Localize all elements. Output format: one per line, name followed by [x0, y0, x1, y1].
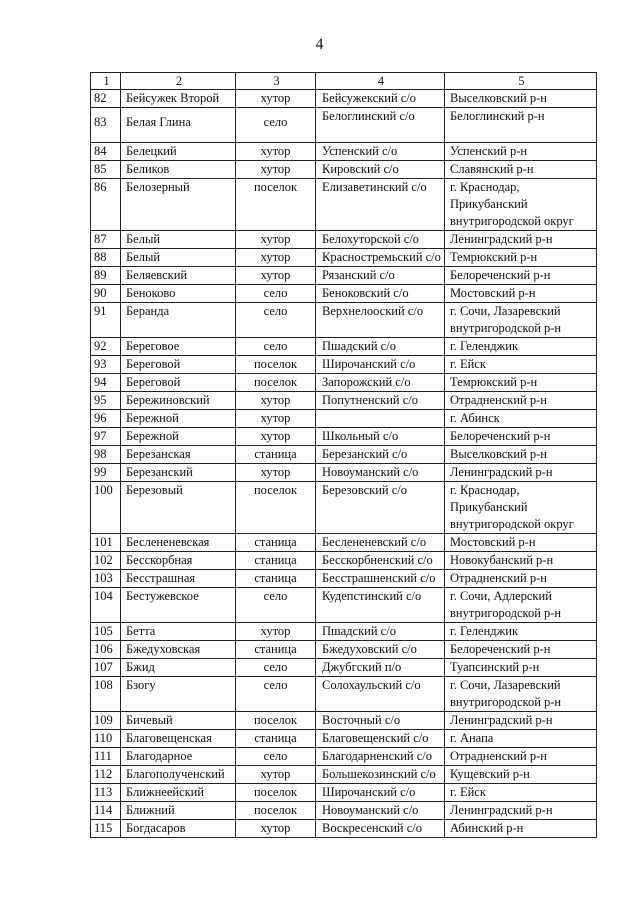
table-row [91, 285, 597, 303]
table-row [91, 392, 597, 410]
column-header: 1 [91, 73, 121, 90]
table-row [91, 446, 597, 464]
table-row [91, 659, 597, 677]
district-line: внутригородской р-н [450, 606, 562, 620]
row-number: 94 [91, 374, 121, 392]
rural-council: Беслененевский с/о [316, 534, 445, 552]
district-line: г. Краснодар, [450, 180, 520, 194]
row-number: 101 [91, 534, 121, 552]
row-number: 87 [91, 231, 121, 249]
row-number: 108 [91, 677, 121, 712]
row-number: 102 [91, 552, 121, 570]
district [445, 392, 597, 410]
settlement-type: хутор [236, 249, 316, 267]
settlement-name: Бережной [121, 428, 236, 446]
settlement-name: Бейсужек Второй [121, 90, 236, 108]
rural-council: Кудепстинский с/о [316, 588, 445, 623]
settlement-type: село [236, 677, 316, 712]
settlement-name: Белецкий [121, 143, 236, 161]
district [445, 249, 597, 267]
row-number: 96 [91, 410, 121, 428]
district-line: внутригородской округ [450, 214, 574, 228]
settlement-type: поселок [236, 802, 316, 820]
settlement-name: Беноково [121, 285, 236, 303]
rural-council: Широчанский с/о [316, 784, 445, 802]
table-row [91, 712, 597, 730]
rural-council: Белоглинский с/о [316, 108, 445, 143]
table-row [91, 161, 597, 179]
rural-council: Успенский с/о [316, 143, 445, 161]
row-number: 84 [91, 143, 121, 161]
row-number: 109 [91, 712, 121, 730]
column-header: 2 [121, 73, 236, 90]
district-line: Прикубанский [450, 500, 528, 514]
table-row [91, 534, 597, 552]
settlement-name: Бережиновский [121, 392, 236, 410]
row-number: 98 [91, 446, 121, 464]
rural-council: Благовещенский с/о [316, 730, 445, 748]
table-row [91, 570, 597, 588]
settlement-type: село [236, 659, 316, 677]
district-line: внутригородской р-н [450, 695, 562, 709]
table-body [91, 90, 597, 838]
district-line: Абинский р-н [450, 821, 524, 835]
row-number: 107 [91, 659, 121, 677]
table-row [91, 143, 597, 161]
table-row [91, 303, 597, 338]
district [445, 267, 597, 285]
rural-council: Попутненский с/о [316, 392, 445, 410]
settlement-name: Благодарное [121, 748, 236, 766]
row-number: 88 [91, 249, 121, 267]
district-line: г. Сочи, Адлерский [450, 589, 552, 603]
settlement-type: станица [236, 570, 316, 588]
settlement-type: хутор [236, 820, 316, 838]
table-row [91, 464, 597, 482]
district-line: Ленинградский р-н [450, 803, 553, 817]
settlement-type: хутор [236, 766, 316, 784]
settlement-type: станица [236, 730, 316, 748]
district-line: Ленинградский р-н [450, 465, 553, 479]
district [445, 534, 597, 552]
district [445, 712, 597, 730]
district-line: Выселковский р-н [450, 447, 547, 461]
district [445, 748, 597, 766]
district-line: Белореченский р-н [450, 642, 551, 656]
settlement-type: хутор [236, 231, 316, 249]
row-number: 105 [91, 623, 121, 641]
settlement-type: станица [236, 446, 316, 464]
settlement-name: Березанская [121, 446, 236, 464]
table-row [91, 374, 597, 392]
table-row [91, 267, 597, 285]
rural-council: Бжедуховский с/о [316, 641, 445, 659]
settlement-name: Белый [121, 231, 236, 249]
district-line: г. Сочи, Лазаревский [450, 304, 561, 318]
row-number: 82 [91, 90, 121, 108]
district [445, 659, 597, 677]
settlement-type: станица [236, 641, 316, 659]
settlement-name: Береговое [121, 338, 236, 356]
row-number: 103 [91, 570, 121, 588]
settlement-name: Бестужевское [121, 588, 236, 623]
row-number: 114 [91, 802, 121, 820]
rural-council: Рязанский с/о [316, 267, 445, 285]
table-row [91, 641, 597, 659]
district-line: Отрадненский р-н [450, 393, 547, 407]
rural-council: Кировский с/о [316, 161, 445, 179]
settlement-name: Ближний [121, 802, 236, 820]
rural-council: Джубгский п/о [316, 659, 445, 677]
settlement-name: Береговой [121, 356, 236, 374]
settlement-name: Бесскорбная [121, 552, 236, 570]
settlement-type: хутор [236, 428, 316, 446]
rural-council: Большекозинский с/о [316, 766, 445, 784]
settlement-type: село [236, 108, 316, 143]
row-number: 85 [91, 161, 121, 179]
rural-council: Школьный с/о [316, 428, 445, 446]
district [445, 552, 597, 570]
settlement-type: село [236, 748, 316, 766]
table-row [91, 820, 597, 838]
rural-council: Красностремьский с/о [316, 249, 445, 267]
district-line: Ленинградский р-н [450, 713, 553, 727]
table-row [91, 108, 597, 143]
district-line: Славянский р-н [450, 162, 534, 176]
district-line: Темрюкский р-н [450, 250, 538, 264]
row-number: 112 [91, 766, 121, 784]
settlement-name: Бетта [121, 623, 236, 641]
settlement-name: Беранда [121, 303, 236, 338]
district [445, 90, 597, 108]
district-line: Прикубанский [450, 197, 528, 211]
table-row [91, 677, 597, 712]
settlement-type: хутор [236, 90, 316, 108]
district [445, 428, 597, 446]
settlement-name: Благополученский [121, 766, 236, 784]
district-line: г. Краснодар, [450, 483, 520, 497]
rural-council: Бейсужекский с/о [316, 90, 445, 108]
district [445, 784, 597, 802]
settlement-table [90, 72, 597, 838]
rural-council [316, 410, 445, 428]
rural-council: Беноковский с/о [316, 285, 445, 303]
district [445, 374, 597, 392]
district-line: внутригородской округ [450, 517, 574, 531]
district [445, 820, 597, 838]
district-line: Белореченский р-н [450, 429, 551, 443]
settlement-type: хутор [236, 143, 316, 161]
settlement-type: село [236, 338, 316, 356]
table-row [91, 249, 597, 267]
row-number: 110 [91, 730, 121, 748]
table-row [91, 179, 597, 231]
district [445, 143, 597, 161]
rural-council: Верхнелооский с/о [316, 303, 445, 338]
rural-council: Березовский с/о [316, 482, 445, 534]
settlement-type: поселок [236, 179, 316, 231]
rural-council: Пшадский с/о [316, 338, 445, 356]
district [445, 338, 597, 356]
column-header: 4 [316, 73, 445, 90]
settlement-name: Бзогу [121, 677, 236, 712]
settlement-name: Береговой [121, 374, 236, 392]
rural-council: Березанский с/о [316, 446, 445, 464]
district-line: г. Анапа [450, 731, 494, 745]
table-header-row [91, 73, 597, 90]
table-row [91, 784, 597, 802]
table-row [91, 623, 597, 641]
rural-council: Бесскорбненский с/о [316, 552, 445, 570]
rural-council: Солохаульский с/о [316, 677, 445, 712]
district-line: г. Абинск [450, 411, 500, 425]
rural-council: Белохуторской с/о [316, 231, 445, 249]
district [445, 446, 597, 464]
table-row [91, 588, 597, 623]
district [445, 677, 597, 712]
settlement-type: село [236, 285, 316, 303]
district-line: Выселковский р-н [450, 91, 547, 105]
district-line: Новокубанский р-н [450, 553, 554, 567]
row-number: 113 [91, 784, 121, 802]
row-number: 91 [91, 303, 121, 338]
table-row [91, 802, 597, 820]
district [445, 588, 597, 623]
row-number: 92 [91, 338, 121, 356]
table-row [91, 730, 597, 748]
district [445, 570, 597, 588]
settlement-type: поселок [236, 374, 316, 392]
settlement-name: Беслененевская [121, 534, 236, 552]
district [445, 108, 597, 143]
district [445, 303, 597, 338]
settlement-type: хутор [236, 623, 316, 641]
row-number: 115 [91, 820, 121, 838]
district [445, 356, 597, 374]
settlement-name: Белый [121, 249, 236, 267]
district-line: Белоглинский р-н [450, 109, 545, 123]
settlement-name: Богдасаров [121, 820, 236, 838]
table-row [91, 482, 597, 534]
table-row [91, 410, 597, 428]
column-header: 5 [445, 73, 597, 90]
settlement-name: Березовый [121, 482, 236, 534]
row-number: 106 [91, 641, 121, 659]
district-line: Туапсинский р-н [450, 660, 540, 674]
row-number: 95 [91, 392, 121, 410]
district [445, 766, 597, 784]
settlement-type: поселок [236, 356, 316, 374]
district [445, 231, 597, 249]
rural-council: Восточный с/о [316, 712, 445, 730]
settlement-name: Бжедуховская [121, 641, 236, 659]
settlement-name: Белозерный [121, 179, 236, 231]
row-number: 97 [91, 428, 121, 446]
rural-council: Широчанский с/о [316, 356, 445, 374]
table-row [91, 766, 597, 784]
district-line: Отрадненский р-н [450, 571, 547, 585]
settlement-name: Беликов [121, 161, 236, 179]
row-number: 104 [91, 588, 121, 623]
district-line: Успенский р-н [450, 144, 528, 158]
table-row [91, 90, 597, 108]
settlement-name: Бесстрашная [121, 570, 236, 588]
district [445, 410, 597, 428]
district [445, 641, 597, 659]
table-row [91, 338, 597, 356]
settlement-name: Беляевский [121, 267, 236, 285]
settlement-name: Бережной [121, 410, 236, 428]
district-line: внутригородской р-н [450, 321, 562, 335]
row-number: 86 [91, 179, 121, 231]
settlement-type: поселок [236, 482, 316, 534]
district-line: г. Геленджик [450, 339, 519, 353]
district [445, 730, 597, 748]
rural-council: Благодарненский с/о [316, 748, 445, 766]
settlement-name: Березанский [121, 464, 236, 482]
district-line: Белореченский р-н [450, 268, 551, 282]
row-number: 100 [91, 482, 121, 534]
row-number: 99 [91, 464, 121, 482]
district-line: Мостовский р-н [450, 286, 536, 300]
district [445, 802, 597, 820]
settlement-name: Бичевый [121, 712, 236, 730]
table-row [91, 231, 597, 249]
row-number: 111 [91, 748, 121, 766]
settlement-name: Белая Глина [121, 108, 236, 143]
table-row [91, 552, 597, 570]
district-line: г. Ейск [450, 785, 486, 799]
settlement-type: хутор [236, 410, 316, 428]
rural-council: Запорожский с/о [316, 374, 445, 392]
rural-council: Воскресенский с/о [316, 820, 445, 838]
settlement-type: село [236, 303, 316, 338]
table-row [91, 356, 597, 374]
settlement-name: Ближнеейский [121, 784, 236, 802]
district-line: Отрадненский р-н [450, 749, 547, 763]
settlement-type: станица [236, 552, 316, 570]
district [445, 161, 597, 179]
row-number: 90 [91, 285, 121, 303]
table-row [91, 748, 597, 766]
settlement-type: хутор [236, 464, 316, 482]
settlement-type: поселок [236, 712, 316, 730]
settlement-type: станица [236, 534, 316, 552]
district [445, 623, 597, 641]
page-number: 4 [315, 36, 324, 53]
rural-council: Новоуманский с/о [316, 802, 445, 820]
row-number: 93 [91, 356, 121, 374]
rural-council: Бесстрашненский с/о [316, 570, 445, 588]
rural-council: Елизаветинский с/о [316, 179, 445, 231]
settlement-type: хутор [236, 267, 316, 285]
settlement-type: хутор [236, 161, 316, 179]
settlement-name: Бжид [121, 659, 236, 677]
district-line: Темрюкский р-н [450, 375, 538, 389]
district [445, 464, 597, 482]
district-line: Кущевский р-н [450, 767, 530, 781]
district-line: г. Ейск [450, 357, 486, 371]
settlement-name: Благовещенская [121, 730, 236, 748]
settlement-type: село [236, 588, 316, 623]
district-line: г. Геленджик [450, 624, 519, 638]
row-number: 83 [91, 108, 121, 143]
district [445, 285, 597, 303]
district-line: Ленинградский р-н [450, 232, 553, 246]
settlement-type: поселок [236, 784, 316, 802]
table-row [91, 428, 597, 446]
column-header: 3 [236, 73, 316, 90]
rural-council: Новоуманский с/о [316, 464, 445, 482]
district-line: Мостовский р-н [450, 535, 536, 549]
district [445, 482, 597, 534]
row-number: 89 [91, 267, 121, 285]
rural-council: Пшадский с/о [316, 623, 445, 641]
district-line: г. Сочи, Лазаревский [450, 678, 561, 692]
settlement-type: хутор [236, 392, 316, 410]
district [445, 179, 597, 231]
